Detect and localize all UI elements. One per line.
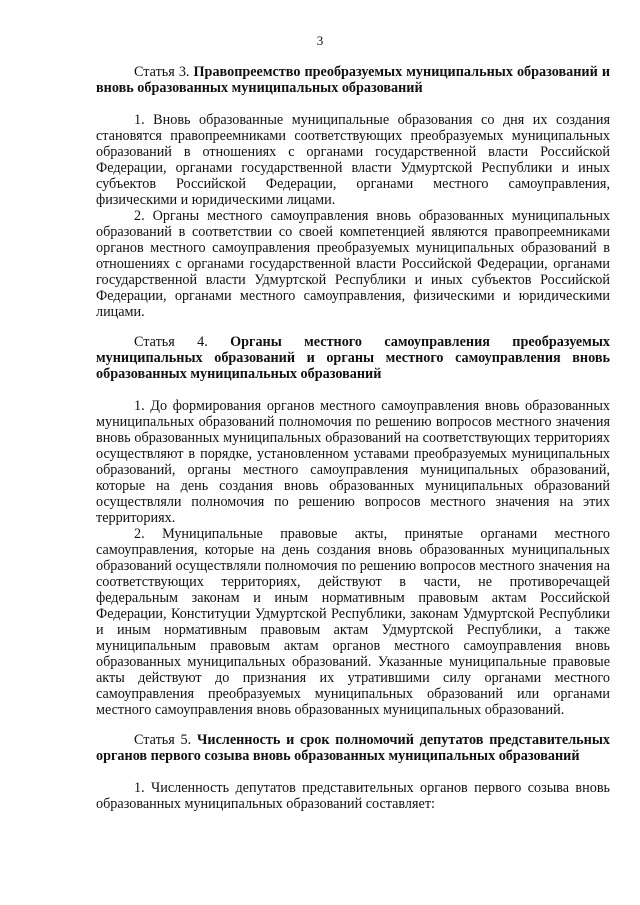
article-4-heading (96, 334, 610, 382)
page-number: 3 (316, 33, 324, 48)
article-3-title: Правопреемство преобразуемых муниципальных образований и вновь образованных муниципальных образований (96, 64, 610, 96)
article-5-heading (96, 732, 610, 764)
article-3-heading (96, 64, 610, 96)
article-4-paragraph-1: 1. До формирования органов местного самоуправления вновь образованных муниципальных образований полномочия по решению вопросов местного значения вновь образованных муниципальных образований на соответствующих территориях осуществляют в порядке, установленном уставами преобразуемых муниципальных образований, органы местного самоуправления муниципальных образований, которые на день создания вновь образованных муниципальных образований осуществляли полномочия по решению вопросов местного значения на этих территориях. (96, 398, 610, 526)
article-5-paragraph-1: 1. Численность депутатов представительных органов первого созыва вновь образованных муниципальных образований составляет: (96, 780, 610, 812)
section-gap (96, 320, 610, 334)
article-5-title: Численность и срок полномочий депутатов представительных органов первого созыва вновь образованных муниципальных образований (96, 732, 611, 764)
article-3-number: Статья 3. (134, 64, 190, 80)
article-3-paragraph-2: 2. Органы местного самоуправления вновь образованных муниципальных образований в соответствии со своей компетенцией являются правопреемниками органов местного самоуправления преобразуемых муниципальных образований в отношениях с органами государственной власти Российской Федерации, органами государственной власти Удмуртской Республики и иных субъектов Российской Федерации, органами местного самоуправления, физическими и юридическими лицами. (96, 208, 610, 320)
document-body (96, 64, 610, 812)
article-4-title: Органы местного самоуправления преобразуемых муниципальных образований и органы местного самоуправления вновь образованных муниципальных образований (96, 334, 610, 382)
article-5-number: Статья 5. (134, 732, 192, 748)
article-3-paragraph-1: 1. Вновь образованные муниципальные образования со дня их создания становятся правопреемниками соответствующих преобразуемых муниципальных образований в отношениях с органами государственной власти Российской Федерации, органами государственной власти Удмуртской Республики и иных субъектов Российской Федерации, органами местного самоуправления, физическими и юридическими лицами. (96, 112, 610, 208)
section-gap (96, 718, 610, 732)
article-4-paragraph-2: 2. Муниципальные правовые акты, принятые органами местного самоуправления, которые на день создания вновь образованных муниципальных образований осуществляли полномочия по решению вопросов местного значения на соответствующих территориях, действуют в части, не противоречащей федеральным законам и иным нормативным правовым актам Российской Федерации, Конституции Удмуртской Республики, законам Удмуртской Республики и иным нормативным правовым актам Удмуртской Республики, а также муниципальным правовым актам органов местного самоуправления вновь образованных муниципальных образований. Указанные муниципальные правовые акты действуют до признания их утратившими силу органами местного самоуправления преобразуемых муниципальных образований или органами местного самоуправления вновь образованных муниципальных образований. (96, 526, 610, 718)
article-4-number: Статья 4. (134, 334, 208, 350)
